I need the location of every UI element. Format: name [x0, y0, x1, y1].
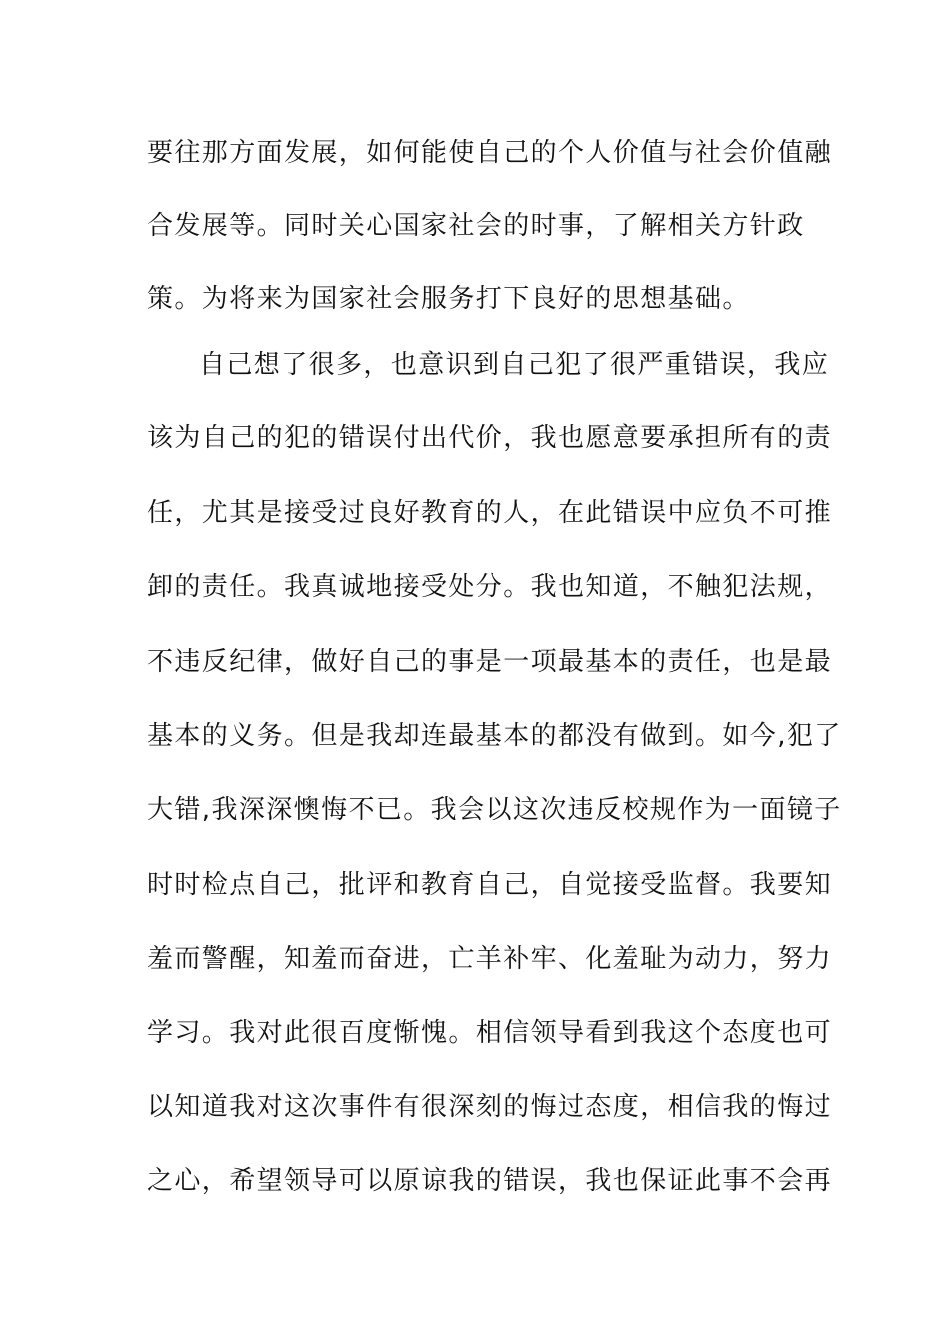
- text-line: 大错,我深深懊悔不已。我会以这次违反校规作为一面镜子: [147, 795, 842, 825]
- text-line: 时时检点自己，批评和教育自己，自觉接受监督。我要知: [147, 870, 833, 900]
- text-line: 学习。我对此很百度惭愧。相信领导看到我这个态度也可: [147, 1018, 833, 1048]
- text-line: 基本的义务。但是我却连最基本的都没有做到。如今,犯了: [147, 721, 842, 751]
- paragraph-first-line: 自己想了很多，也意识到自己犯了很严重错误，我应: [199, 350, 830, 380]
- text-line: 羞而警醒，知羞而奋进，亡羊补牢、化羞耻为动力，努力: [147, 944, 833, 974]
- text-line: 不违反纪律，做好自己的事是一项最基本的责任，也是最: [147, 647, 833, 677]
- text-line: 之心，希望领导可以原谅我的错误，我也保证此事不会再: [147, 1166, 833, 1196]
- text-line: 任，尤其是接受过良好教育的人，在此错误中应负不可推: [147, 498, 833, 528]
- text-line: 要往那方面发展，如何能使自己的个人价值与社会价值融: [147, 138, 833, 168]
- text-line: 策。为将来为国家社会服务打下良好的思想基础。: [147, 284, 750, 314]
- text-line: 以知道我对这次事件有很深刻的悔过态度，相信我的悔过: [147, 1092, 833, 1122]
- text-line: 合发展等。同时关心国家社会的时事，了解相关方针政: [147, 211, 805, 241]
- text-line: 卸的责任。我真诚地接受处分。我也知道，不触犯法规，: [147, 572, 833, 602]
- text-line: 该为自己的犯的错误付出代价，我也愿意要承担所有的责: [147, 423, 833, 453]
